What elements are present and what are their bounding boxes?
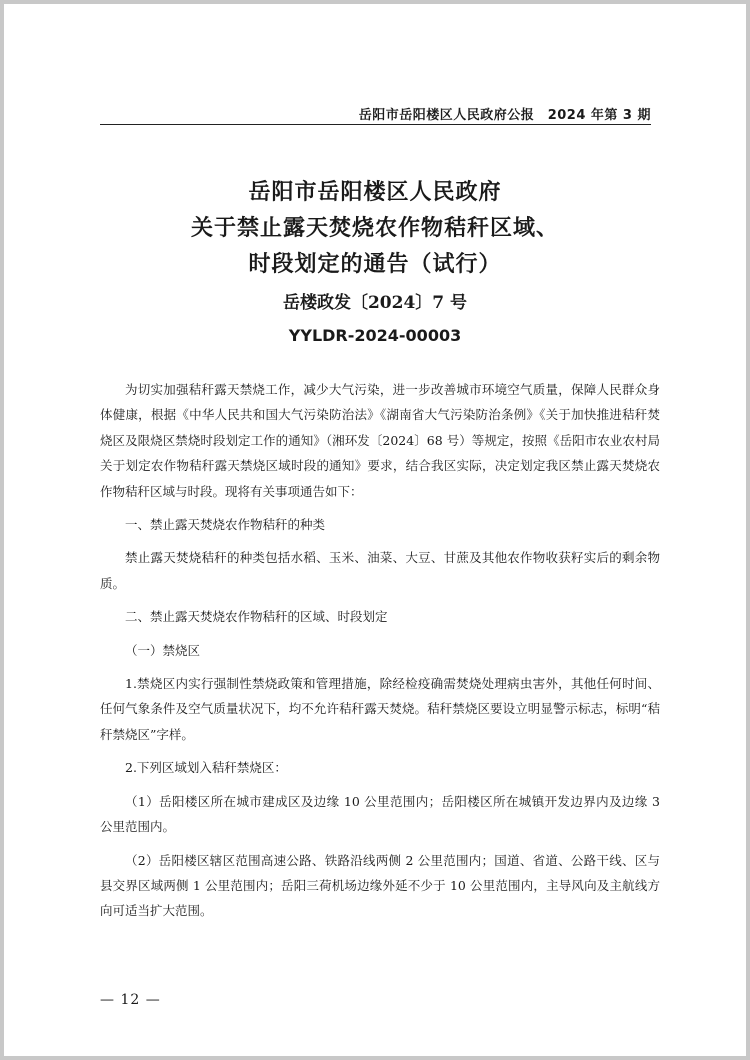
title-block (4, 174, 746, 350)
running-header: 岳阳市岳阳楼区人民政府公报 2024 年第 3 期 (358, 108, 651, 123)
paragraph-item-1: 1.禁烧区内实行强制性禁烧政策和管理措施，除经检疫确需焚烧处理病虫害外，其他任何时间、任何气象条件及空气质量状况下，均不允许秸秆露天焚烧。秸秆禁烧区要设立明显警示标志，标明“秸秆禁烧区”字样。 (100, 676, 660, 742)
paragraph-subitem-1: （1）岳阳楼区所在城市建成区及边缘 10 公里范围内；岳阳楼区所在城镇开发边界内及边缘 3 公里范围内。 (100, 793, 660, 835)
subsection-heading-1: （一）禁烧区 (125, 642, 201, 658)
paragraph-intro: 为切实加强秸秆露天禁烧工作，减少大气污染，进一步改善城市环境空气质量，保障人民群众身体健康，根据《中华人民共和国大气污染防治法》《湖南省大气污染防治条例》《关于加快推进秸秆焚烧区及限烧区禁烧时段划定工作的通知》（湘环发〔2024〕68 号）等规定，按照《岳阳市农业农村局关于划定农作物秸秆露天禁烧区域时段的通知》要求，结合我区实际，决定划定我区禁止露天焚烧农作物秸秆区域与时段。现将有关事项通告如下： (100, 382, 660, 499)
section-heading-2: 二、禁止露天焚烧农作物秸秆的区域、时段划定 (125, 609, 388, 625)
page-number: — 12 — (100, 992, 161, 1008)
document-code: YYLDR-2024-00003 (288, 326, 462, 345)
paragraph-subitem-2: （2）岳阳楼区辖区范围高速公路、铁路沿线两侧 2 公里范围内；国道、省道、公路干线、区与县交界区域两侧 1 公里范围内；岳阳三荷机场边缘外延不少于 10 公里范围内，主导风向及主航线方向可适当扩大范围。 (100, 852, 660, 919)
document-number: 岳楼政发〔2024〕7 号 (282, 293, 468, 313)
section-heading-1: 一、禁止露天焚烧农作物秸秆的种类 (125, 517, 326, 533)
title-line-1: 岳阳市岳阳楼区人民政府 (248, 179, 502, 205)
paragraph-types: 禁止露天焚烧秸秆的种类包括水稻、玉米、油菜、大豆、甘蔗及其他农作物收获籽实后的剩余物质。 (100, 550, 660, 591)
title-line-3: 时段划定的通告（试行） (248, 251, 502, 277)
document-body (100, 377, 660, 924)
header-rule (100, 124, 651, 125)
paragraph-item-2: 2.下列区域划入秸秆禁烧区： (125, 760, 287, 776)
title-line-2: 关于禁止露天焚烧农作物秸秆区域、 (190, 215, 559, 241)
document-page (4, 4, 746, 1056)
